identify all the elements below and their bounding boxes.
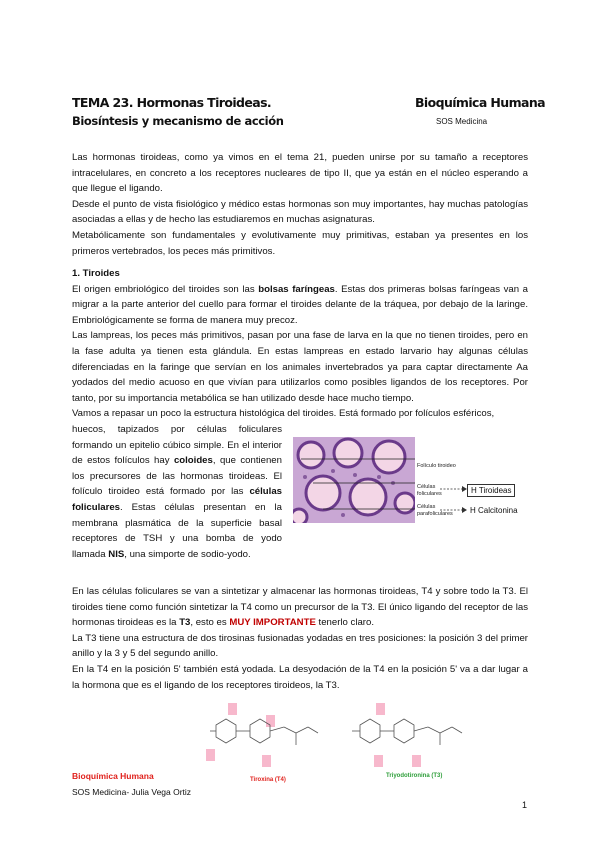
- section-tiroides: [72, 266, 528, 422]
- t3-caption: Triyodotironina (T3): [386, 773, 443, 779]
- hormone-box-tiroideas: H Tiroideas: [467, 484, 515, 497]
- intro-paragraph: Desde el punto de vista fisiológico y médico estas hormonas son muy importantes, hay muchas patologías asociadas a ellas y de hecho las estudiaremos en muchas asignaturas.: [72, 198, 528, 226]
- footer-author: SOS Medicina- Julia Vega Ortiz: [72, 787, 192, 797]
- t4-caption: Tiroxina (T4): [250, 777, 286, 783]
- molecule-t4: [200, 703, 335, 768]
- paragraph-origin: El origen embriológico del tiroides son las bolsas faríngeas. Estas dos primeras bolsas faríngeas van a migrar a la parte anterior del cuello para formar el tiroides delante de la tráquea, por debajo de la laringe. Embriológicamente se forma de manera muy precoz.: [72, 283, 529, 326]
- section-heading: 1. Tiroides: [72, 268, 120, 279]
- hormone-box-calcitonina: H Calcitonina: [467, 505, 521, 516]
- paragraph-synthesis: En las células foliculares se van a sintetizar y almacenar las hormonas tiroideas, T4 y sobre todo la T3. El tiroides tiene como función sintetizar la T4 como un precursor de la T3. El único ligando del receptor de las hormonas tiroideas es la T3, esto es MUY IMPORTANTE tenerlo claro.: [72, 586, 528, 629]
- footer-subject: Bioquímica Humana: [72, 771, 154, 781]
- histology-text: [72, 422, 282, 562]
- intro-paragraph: Metabólicamente son fundamentales y evolutivamente muy primitivas, estaban ya presentes en los primeros vertebrados, los peces más primitivos.: [72, 229, 528, 257]
- thyroid-histology-image: [293, 437, 415, 523]
- paragraph-histology-intro: Vamos a repasar un poco la estructura histológica del tiroides. Está formado por folículos esféricos,: [72, 408, 495, 420]
- intro-paragraph: Las hormonas tiroideas, como ya vimos en el tema 21, pueden unirse por su tamaño a receptores intracelulares, en concreto a los receptores nucleares de tipo II, que ya están en el núcleo esperando a que llegue el ligando.: [72, 152, 528, 195]
- source-label: SOS Medicina: [436, 117, 488, 126]
- label-foliculo: Folículo tiroideo: [417, 463, 456, 469]
- section-t3-t4: [72, 584, 528, 693]
- subject-title: Bioquímica Humana: [415, 95, 545, 110]
- paragraph-histology: huecos, tapizados por células foliculares formando un epitelio cúbico simple. En el interior de estos folículos hay coloides, que contienen los precursores de las hormonas tiroideas. El folículo tiroideo está formado por las células foliculares. Estas células presentan en la membrana plasmática de la superficie basal receptores de TSH y una bomba de yodo llamada NIS, una simporte de sodio-yodo.: [72, 424, 282, 560]
- label-foliculares: Células foliculares: [417, 484, 442, 497]
- label-parafoliculares: Células parafoliculares: [417, 504, 453, 517]
- molecule-t3: [346, 703, 476, 768]
- page-number: 1: [522, 800, 528, 810]
- intro-block: [72, 150, 528, 259]
- paragraph-t4-structure: En la T4 en la posición 5' también está yodada. La desyodación de la T4 en la posición 5' va a dar lugar a la hormona que es el ligando de los receptores tiroideos, la T3.: [72, 663, 528, 691]
- topic-title: TEMA 23. Hormonas Tiroideas.: [72, 95, 272, 110]
- paragraph-lampreas: Las lampreas, los peces más primitivos, pasan por una fase de larva en la que no tienen tiroides, pero en la fase adulta ya tienen esta glándula. En estas lampreas en estado larvario hay algunas células diferenciadas en la faringe que servían en los animales invertebrados ya para captar directamente Aa yodados del medio acuoso en que vivían para utilizarlos como posibles ligandos de los receptores. Por tanto, por su importancia metabólica se han utilizado desde hace mucho tiempo.: [72, 330, 528, 404]
- figure-arrows: [440, 485, 470, 515]
- subtitle: Biosíntesis y mecanismo de acción: [72, 114, 284, 128]
- paragraph-t3-structure: La T3 tiene una estructura de dos tirosinas fusionadas yodadas en tres posiciones: la posición 3 del primer anillo y la 3 y 5 del segundo anillo.: [72, 632, 528, 660]
